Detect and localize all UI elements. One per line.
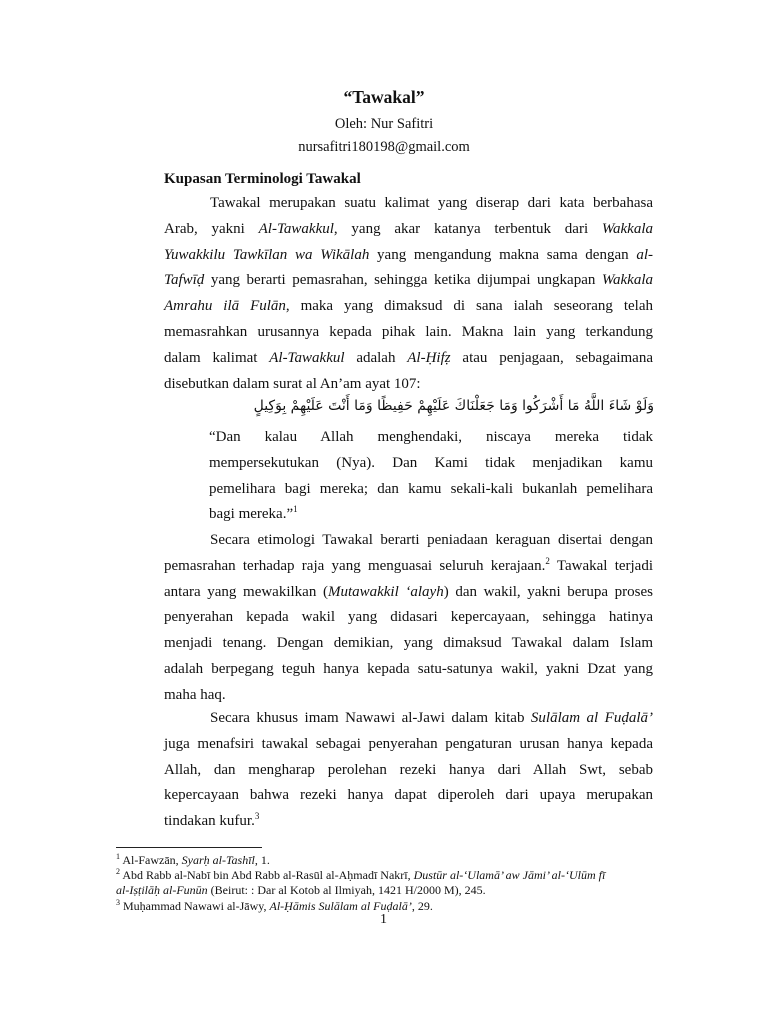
page-number: 1 xyxy=(380,912,387,927)
paragraph-line: dalam kalimat Al-Tawakkul adalah Al-Ḥifẓ atau penjagaan, sebagaimana xyxy=(164,349,653,366)
paragraph-line: Tawakal merupakan suatu kalimat yang diserap dari kata berbahasa xyxy=(210,195,653,211)
quote-line: pemelihara bagi mereka; dan kamu sekali-kali bukanlah pemelihara xyxy=(209,480,653,497)
paragraph-line: Allah, dan mengharap perolehan rezeki hanya dari Allah Swt, sebab xyxy=(164,761,653,778)
paragraph-line: Yuwakkilu Tawkīlan wa Wikālah yang mengandung makna sama dengan al- xyxy=(164,246,653,263)
footnote-ref: 1 xyxy=(293,504,298,515)
paragraph-line: pemasrahan terhadap raja yang menguasai seluruh kerajaan.$^2$ Tawakal terjadi xyxy=(164,555,654,574)
section-heading: Kupasan Terminologi Tawakal xyxy=(164,171,361,187)
footnote-separator xyxy=(116,847,262,848)
footnote-2: $^2$ Abd Rabb al-Nabī bin Abd Rabb al-Rasūl al-Aḥmadī Nakrī, Dustūr al-‘Ulamā’ aw Jāmi’ al-‘Ulūm fī xyxy=(116,867,606,883)
footnote-ref: 2 xyxy=(545,555,550,566)
quote-line: bagi mereka.”$^1$ xyxy=(209,504,298,523)
verse-translation xyxy=(209,425,653,528)
paragraph-line: Tafwīḍ yang berarti pemasrahan, sehingga ketika dijumpai ungkapan Wakkala xyxy=(164,272,653,289)
quote-line: mempersekutukan (Nya). Dan Kami tidak menjadikan kamu xyxy=(209,454,653,471)
paragraph-line: memasrahkan urusannya kepada pihak lain. Makna lain yang terkandung xyxy=(164,323,653,340)
paragraph-line: Secara etimologi Tawakal berarti peniadaan keraguan disertai dengan xyxy=(210,532,653,548)
footnote-1: $^1$ Al-Fawzān, Syarḥ al-Tashīl, 1. xyxy=(116,852,270,867)
paragraph-1 xyxy=(164,191,653,397)
paragraph-line: Arab, yakni Al-Tawakkul, yang akar katanya terbentuk dari Wakkala xyxy=(164,220,654,237)
paragraph-2 xyxy=(164,528,653,709)
paragraph-line: maha haq. xyxy=(164,686,226,703)
arabic-verse: وَلَوْ شَاءَ اللَّهُ مَا أَشْرَكُوا وَمَا جَعَلْنَاكَ عَلَيْهِمْ حَفِيظًا وَمَا أَنْتَ عَلَيْهِمْ بِوَكِيلٍ xyxy=(253,398,654,414)
author-line: Oleh: Nur Safitri xyxy=(334,116,434,132)
paragraph-line: juga menafsiri tawakal sebagai penyerahan pengaturan urusan hanya kepada xyxy=(164,735,653,752)
paragraph-line: antara yang mewakilkan (Mutawakkil ‘alayh) dan wakil, yakni berupa proses xyxy=(164,583,653,600)
paragraph-3 xyxy=(164,706,653,835)
document-title: “Tawakal” xyxy=(343,87,425,107)
paragraph-line: adalah berpegang teguh hanya kepada satu-satunya wakil, yakni Dzat yang xyxy=(164,660,653,677)
footnote-2-cont: al-Iṣṭilāḥ al-Funūn (Beirut: : Dar al Kotob al Ilmiyah, 1421 H/2000 M), 245. xyxy=(116,883,486,898)
quote-line: “Dan kalau Allah menghendaki, niscaya mereka tidak xyxy=(209,429,653,445)
paragraph-line: Amrahu ilā Fulān, maka yang dimaksud di sana ialah seseorang telah xyxy=(164,298,653,315)
paragraph-line: menjadi tenang. Dengan demikian, yang dimaksud Tawakal dalam Islam xyxy=(164,635,653,652)
author-email: nursafitri180198@gmail.com xyxy=(298,139,470,155)
paragraph-line: tindakan kufur.$^3$ xyxy=(164,811,260,830)
footnotes xyxy=(116,853,664,914)
footnote-3: $^3$ Muḥammad Nawawi al-Jāwy, Al-Ḥāmis Sulālam al Fuḍalā’, 29. xyxy=(116,897,433,913)
paragraph-line: penyerahan kepada wakil yang didasari kepercayaan, sehingga hatinya xyxy=(164,609,653,626)
paragraph-line: Secara khusus imam Nawawi al-Jawi dalam kitab Sulālam al Fuḍalā’ xyxy=(210,710,653,726)
paragraph-line: kepercayaan bahwa rezeki hanya dapat diperoleh dari upaya merupakan xyxy=(164,787,653,804)
footnote-ref: 3 xyxy=(254,811,260,822)
paragraph-line: disebutkan dalam surat al An’am ayat 107: xyxy=(164,375,421,392)
